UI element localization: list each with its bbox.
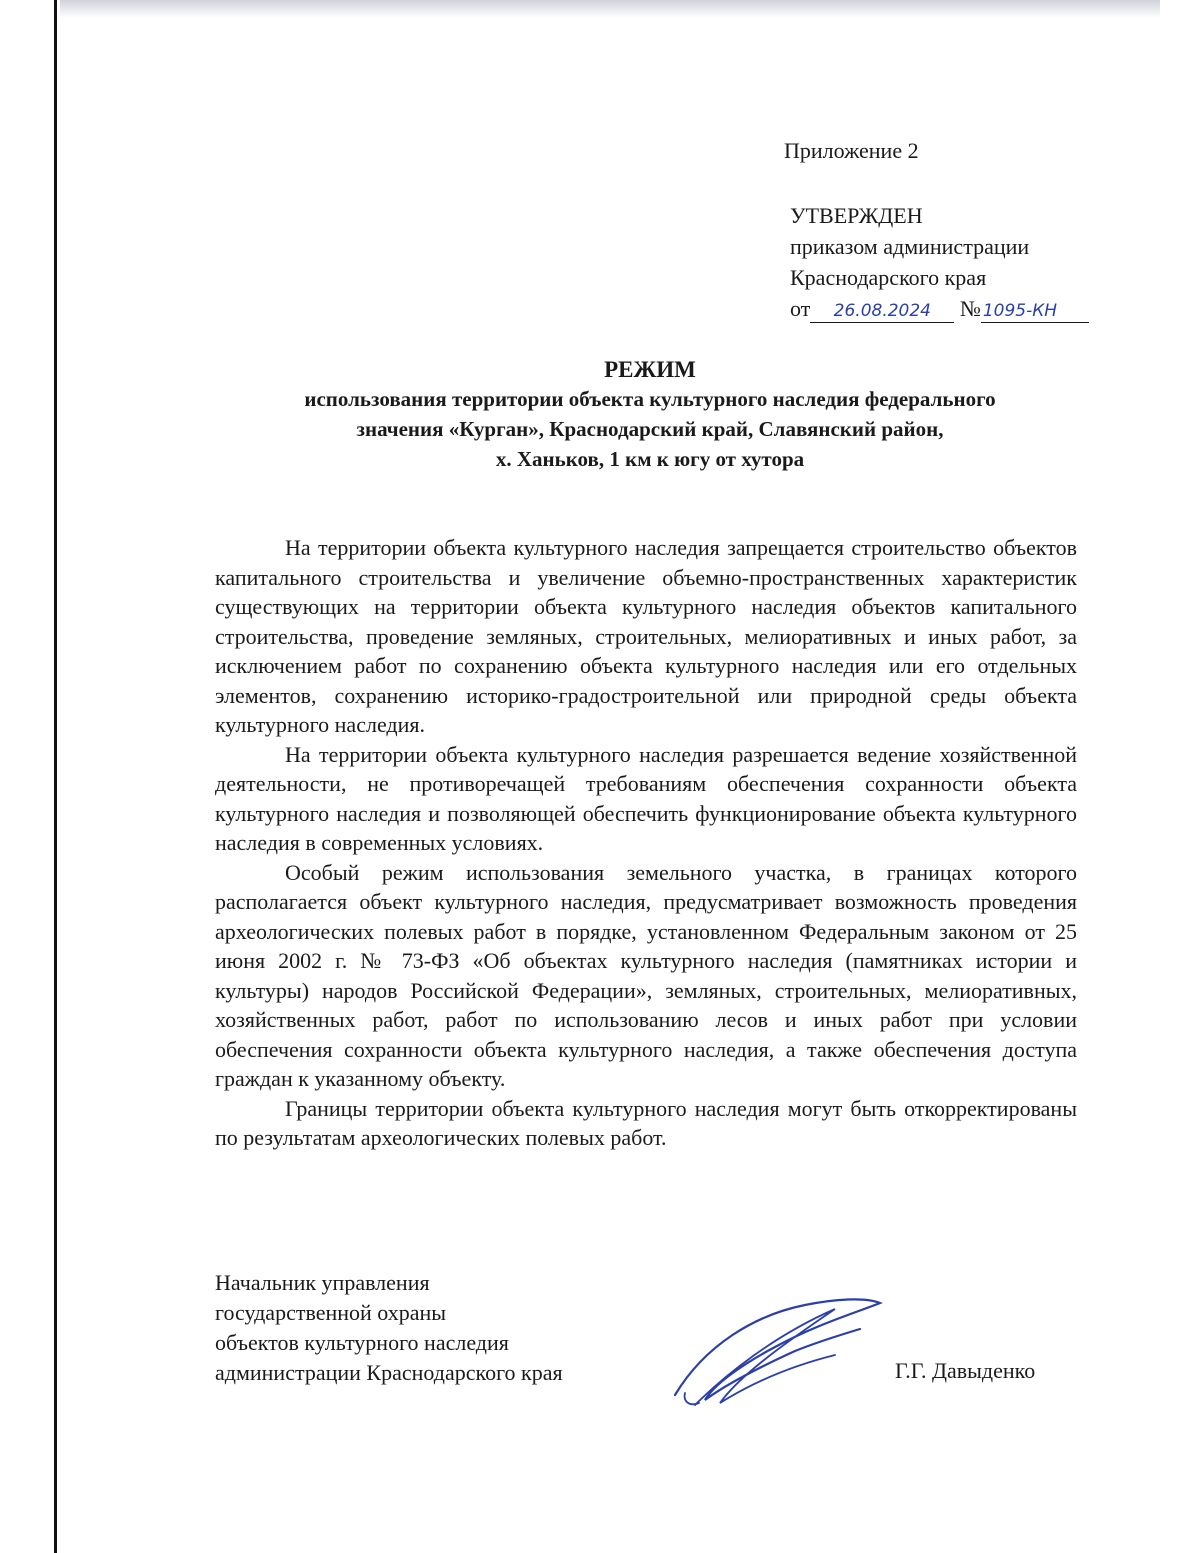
approval-line: Краснодарского края xyxy=(790,265,987,290)
scan-shadow xyxy=(60,0,1160,18)
approval-line: приказом администрации xyxy=(790,234,1030,259)
title-line: значения «Курган», Краснодарский край, Славянский район, xyxy=(356,417,944,441)
paragraph: На территории объекта культурного наследия разрешается ведение хозяйственной деятельности, не противоречащей требованиям обеспечения сохранности объекта культурного наследия и позволяющей обеспечить функционирование объекта культурного наследия в современных условиях. xyxy=(215,741,1077,855)
approval-line: УТВЕРЖДЕН xyxy=(790,203,923,228)
order-line xyxy=(790,293,1089,324)
document-title xyxy=(150,356,1150,474)
title-main: РЕЖИМ xyxy=(604,357,696,382)
order-number: 1095-КН xyxy=(981,300,1089,323)
document-body xyxy=(215,533,1077,1153)
order-date: 26.08.2024 xyxy=(810,300,954,323)
position-line: государственной охраны xyxy=(215,1300,447,1325)
paragraph: Особый режим использования земельного участка, в границах которого располагается объект культурного наследия, предусматривает возможность проведения археологических полевых работ в порядке, установленном Федеральным законом от 25 июня 2002 г. № 73-ФЗ «Об объектах культурного наследия (памятниках истории и культуры) народов Российской Федерации», земляных, строительных, мелиоративных, хозяйственных работ, работ по использованию лесов и иных работ при условии обеспечения сохранности объекта культурного наследия, а также обеспечения доступа граждан к указанному объекту. xyxy=(215,859,1077,1091)
title-line: х. Ханьков, 1 км к югу от хутора xyxy=(495,447,805,471)
order-number-prefix: № xyxy=(959,296,981,321)
order-date-prefix: от xyxy=(790,296,811,321)
scan-left-edge xyxy=(54,0,57,1553)
position-line: объектов культурного наследия xyxy=(215,1330,509,1355)
paragraph: Границы территории объекта культурного наследия могут быть откорректированы по результатам археологических полевых работ. xyxy=(215,1095,1077,1150)
signer-position xyxy=(215,1268,563,1388)
appendix-label: Приложение 2 xyxy=(784,138,919,163)
title-line: использования территории объекта культурного наследия федерального xyxy=(304,387,996,411)
position-line: администрации Краснодарского края xyxy=(215,1360,563,1385)
handwritten-signature xyxy=(665,1285,895,1415)
position-line: Начальник управления xyxy=(215,1270,430,1295)
paragraph: На территории объекта культурного наследия запрещается строительство объектов капитального строительства и увеличение объемно-пространственных характеристик существующих на территории объекта культурного наследия объектов капитального строительства, проведение земляных, строительных, мелиоративных и иных работ, за исключением работ по сохранению объекта культурного наследия или его отдельных элементов, сохранению историко-градостроительной или природной среды объекта культурного наследия. xyxy=(215,535,1077,737)
approval-block xyxy=(790,200,1089,324)
signer-name: Г.Г. Давыденко xyxy=(895,1358,1036,1383)
